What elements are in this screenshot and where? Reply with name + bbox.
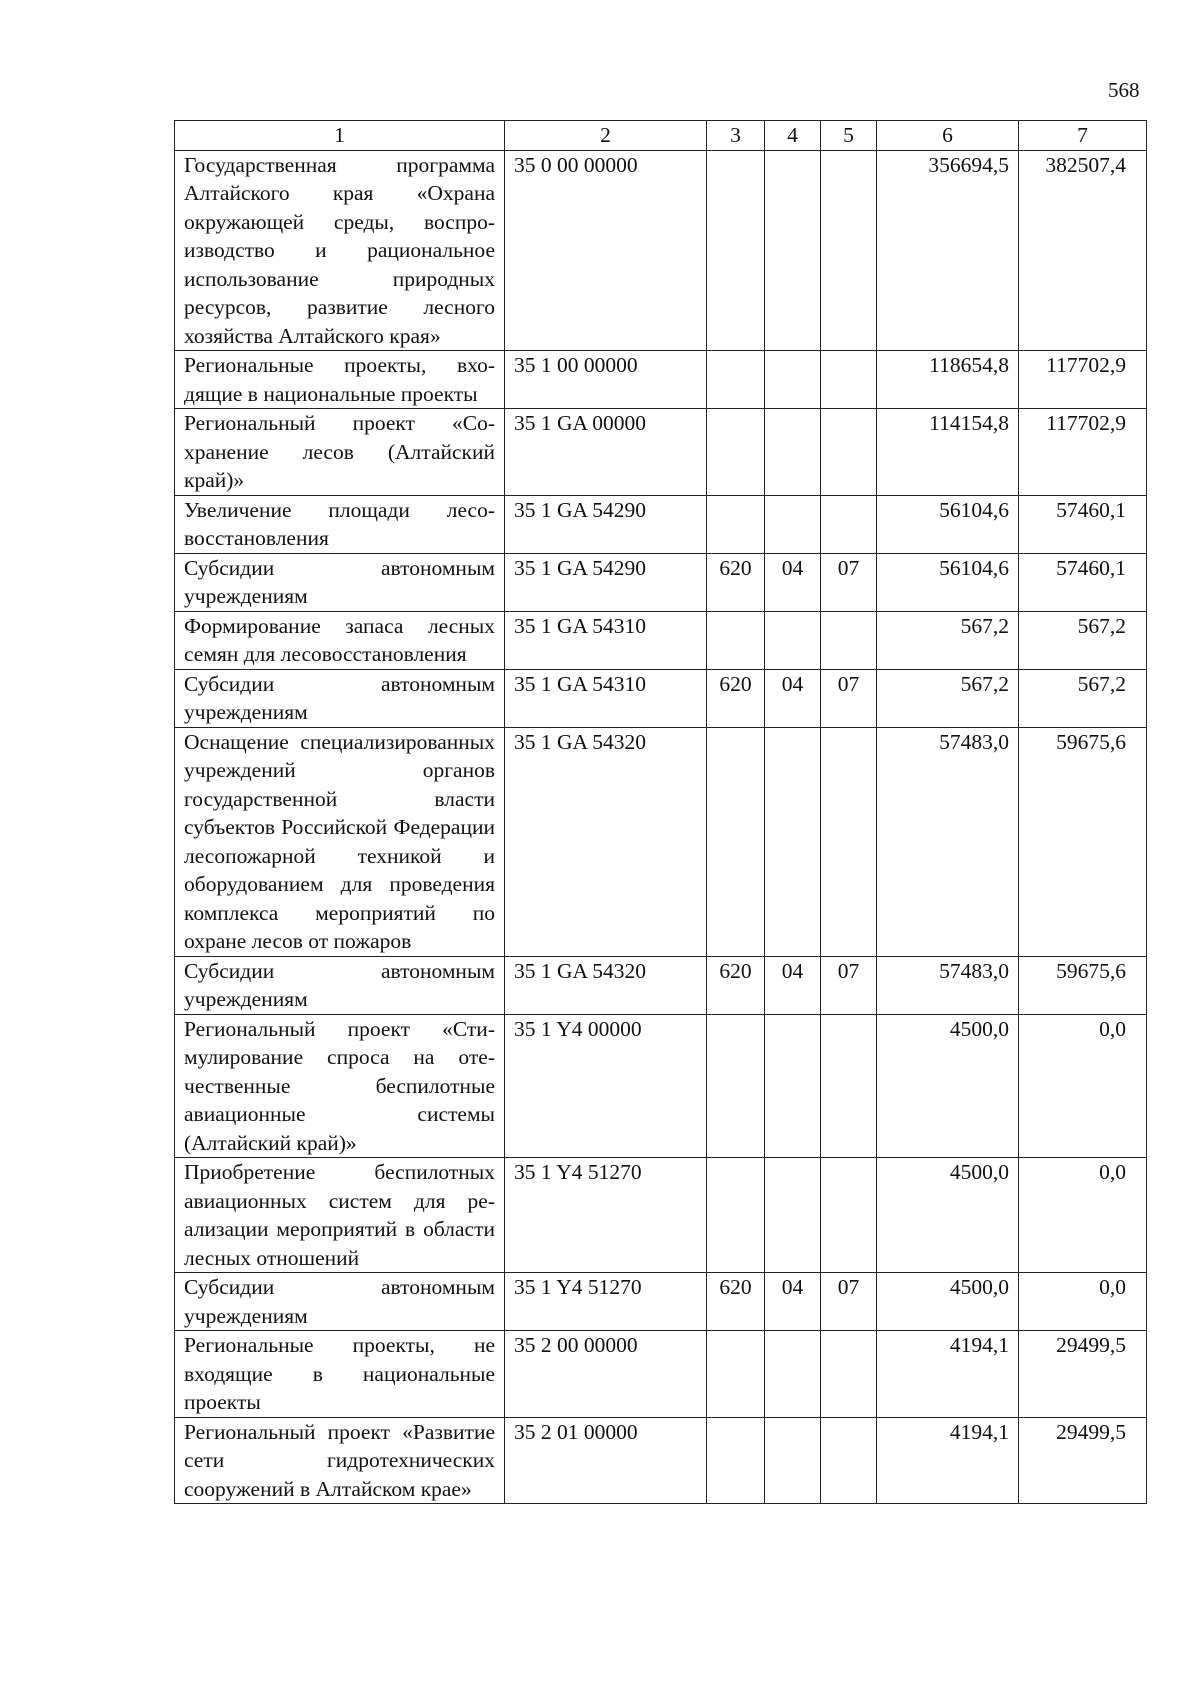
row-amount-6: 4194,1	[877, 1331, 1019, 1418]
table-row	[175, 727, 1147, 956]
row-col-3	[707, 409, 765, 496]
row-col-3: 620	[707, 956, 765, 1014]
row-col-5	[821, 1158, 877, 1273]
table-row	[175, 1014, 1147, 1158]
row-amount-6: 356694,5	[877, 150, 1019, 351]
row-code: 35 1 Y4 51270	[505, 1158, 707, 1273]
row-col-4: 04	[765, 553, 821, 611]
row-amount-7: 29499,5	[1019, 1417, 1147, 1504]
row-col-4: 04	[765, 1273, 821, 1331]
row-col-3	[707, 1158, 765, 1273]
table-row	[175, 956, 1147, 1014]
row-col-5	[821, 1417, 877, 1504]
row-name: Субсидии автономным учреждениям	[175, 553, 505, 611]
row-col-3	[707, 495, 765, 553]
row-amount-7: 567,2	[1019, 611, 1147, 669]
row-name: Формирование запаса лесных семян для лесовосстановления	[175, 611, 505, 669]
row-col-5	[821, 611, 877, 669]
row-amount-6: 567,2	[877, 669, 1019, 727]
row-amount-7: 57460,1	[1019, 553, 1147, 611]
row-col-5	[821, 727, 877, 956]
row-name: Региональный проект «Сохранение лесов (Алтайский край)»	[175, 409, 505, 496]
row-amount-7: 59675,6	[1019, 727, 1147, 956]
row-amount-6: 114154,8	[877, 409, 1019, 496]
row-name: Оснащение специализированных учреждений органов государственной власти субъектов Российской Федерации лесопожарной техникой и оборудованием для проведения комплекса мероприятий по охране лесов от пожаров	[175, 727, 505, 956]
row-col-3	[707, 1014, 765, 1158]
header-col-1: 1	[175, 121, 505, 151]
row-amount-6: 4500,0	[877, 1273, 1019, 1331]
row-amount-7: 117702,9	[1019, 409, 1147, 496]
row-name: Субсидии автономным учреждениям	[175, 669, 505, 727]
row-name: Государственная программа Алтайского края «Охрана окружающей среды, воспроизводство и рациональное использование природных ресурсов, развитие лесного хозяйства Алтайского края»	[175, 150, 505, 351]
row-amount-7: 382507,4	[1019, 150, 1147, 351]
row-col-4: 04	[765, 669, 821, 727]
row-name: Региональные проекты, входящие в национальные проекты	[175, 351, 505, 409]
row-name: Приобретение беспилотных авиационных систем для реализации мероприятий в области лесных отношений	[175, 1158, 505, 1273]
row-code: 35 1 GA 54290	[505, 495, 707, 553]
row-amount-7: 0,0	[1019, 1014, 1147, 1158]
row-name: Региональный проект «Стимулирование спроса на отечественные беспилотные авиационные системы (Алтайский край)»	[175, 1014, 505, 1158]
header-col-2: 2	[505, 121, 707, 151]
row-col-3	[707, 351, 765, 409]
row-code: 35 0 00 00000	[505, 150, 707, 351]
row-col-3	[707, 611, 765, 669]
row-col-5: 07	[821, 669, 877, 727]
row-col-3: 620	[707, 553, 765, 611]
row-amount-7: 0,0	[1019, 1158, 1147, 1273]
row-code: 35 1 00 00000	[505, 351, 707, 409]
row-code: 35 1 GA 54320	[505, 727, 707, 956]
row-amount-6: 4500,0	[877, 1158, 1019, 1273]
table-body	[175, 150, 1147, 1504]
row-col-4	[765, 727, 821, 956]
row-col-5: 07	[821, 956, 877, 1014]
row-col-4	[765, 351, 821, 409]
table-row	[175, 495, 1147, 553]
row-col-4	[765, 611, 821, 669]
table-row	[175, 1331, 1147, 1418]
row-col-5: 07	[821, 553, 877, 611]
table-row	[175, 1417, 1147, 1504]
row-col-5	[821, 1331, 877, 1418]
row-amount-7: 0,0	[1019, 1273, 1147, 1331]
row-col-4	[765, 1014, 821, 1158]
header-col-5: 5	[821, 121, 877, 151]
row-amount-7: 59675,6	[1019, 956, 1147, 1014]
header-col-6: 6	[877, 121, 1019, 151]
row-amount-7: 57460,1	[1019, 495, 1147, 553]
row-col-5	[821, 409, 877, 496]
row-amount-6: 118654,8	[877, 351, 1019, 409]
table-row	[175, 669, 1147, 727]
table-row	[175, 351, 1147, 409]
header-col-7: 7	[1019, 121, 1147, 151]
row-amount-7: 567,2	[1019, 669, 1147, 727]
row-code: 35 1 Y4 51270	[505, 1273, 707, 1331]
row-amount-6: 56104,6	[877, 553, 1019, 611]
table-row	[175, 150, 1147, 351]
row-col-5: 07	[821, 1273, 877, 1331]
row-col-5	[821, 495, 877, 553]
header-col-3: 3	[707, 121, 765, 151]
row-name: Субсидии автономным учреждениям	[175, 956, 505, 1014]
row-amount-6: 57483,0	[877, 727, 1019, 956]
row-amount-6: 4500,0	[877, 1014, 1019, 1158]
row-code: 35 1 Y4 00000	[505, 1014, 707, 1158]
row-code: 35 1 GA 54310	[505, 611, 707, 669]
table-row	[175, 553, 1147, 611]
row-col-3: 620	[707, 1273, 765, 1331]
row-code: 35 1 GA 54290	[505, 553, 707, 611]
row-col-3	[707, 727, 765, 956]
row-code: 35 2 00 00000	[505, 1331, 707, 1418]
row-col-4	[765, 1158, 821, 1273]
budget-table	[174, 120, 1147, 1504]
row-col-4	[765, 1331, 821, 1418]
row-col-3: 620	[707, 669, 765, 727]
table-row	[175, 1158, 1147, 1273]
row-col-3	[707, 150, 765, 351]
table-row	[175, 409, 1147, 496]
row-name: Увеличение площади лесовосстановления	[175, 495, 505, 553]
row-col-4	[765, 409, 821, 496]
row-amount-6: 567,2	[877, 611, 1019, 669]
header-row	[175, 121, 1147, 151]
row-code: 35 1 GA 54320	[505, 956, 707, 1014]
row-code: 35 1 GA 00000	[505, 409, 707, 496]
row-col-5	[821, 351, 877, 409]
row-col-3	[707, 1331, 765, 1418]
row-code: 35 2 01 00000	[505, 1417, 707, 1504]
row-col-5	[821, 150, 877, 351]
row-code: 35 1 GA 54310	[505, 669, 707, 727]
header-col-4: 4	[765, 121, 821, 151]
row-col-5	[821, 1014, 877, 1158]
table-row	[175, 1273, 1147, 1331]
table-row	[175, 611, 1147, 669]
row-col-4: 04	[765, 956, 821, 1014]
page-number: 568	[1108, 78, 1140, 102]
row-amount-6: 57483,0	[877, 956, 1019, 1014]
row-amount-6: 4194,1	[877, 1417, 1019, 1504]
row-name: Региональный проект «Развитие сети гидротехнических сооружений в Алтайском крае»	[175, 1417, 505, 1504]
row-amount-7: 29499,5	[1019, 1331, 1147, 1418]
row-col-4	[765, 150, 821, 351]
row-name: Региональные проекты, не входящие в национальные проекты	[175, 1331, 505, 1418]
row-col-3	[707, 1417, 765, 1504]
row-amount-6: 56104,6	[877, 495, 1019, 553]
row-amount-7: 117702,9	[1019, 351, 1147, 409]
row-name: Субсидии автономным учреждениям	[175, 1273, 505, 1331]
row-col-4	[765, 1417, 821, 1504]
row-col-4	[765, 495, 821, 553]
